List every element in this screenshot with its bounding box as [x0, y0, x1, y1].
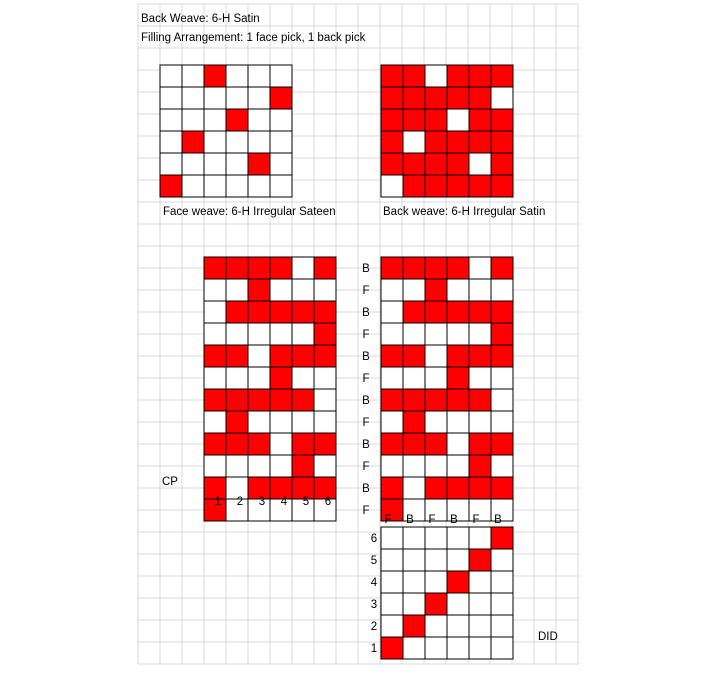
empty-cell [425, 65, 447, 87]
pick-label: B [362, 307, 370, 319]
filled-cell [425, 109, 447, 131]
filled-cell [491, 153, 513, 175]
filled-cell [226, 411, 248, 433]
empty-cell [226, 279, 248, 301]
filled-cell [447, 257, 469, 279]
empty-cell [204, 323, 226, 345]
empty-cell [204, 109, 226, 131]
empty-cell [469, 257, 491, 279]
filled-cell [425, 433, 447, 455]
did-row-number: 4 [370, 577, 378, 589]
filled-cell [425, 389, 447, 411]
empty-cell [248, 411, 270, 433]
empty-cell [381, 593, 403, 615]
empty-cell [381, 455, 403, 477]
filled-cell [491, 131, 513, 153]
empty-cell [270, 455, 292, 477]
filled-cell [314, 323, 336, 345]
empty-cell [182, 175, 204, 197]
empty-cell [447, 109, 469, 131]
filled-cell [314, 301, 336, 323]
empty-cell [314, 455, 336, 477]
filled-cell [270, 367, 292, 389]
empty-cell [447, 615, 469, 637]
empty-cell [425, 411, 447, 433]
empty-cell [248, 367, 270, 389]
filled-cell [248, 301, 270, 323]
filled-cell [381, 637, 403, 659]
filled-cell [447, 87, 469, 109]
filled-cell [403, 153, 425, 175]
empty-cell [226, 367, 248, 389]
filled-cell [491, 109, 513, 131]
did-grid [381, 527, 513, 659]
empty-cell [403, 527, 425, 549]
empty-cell [160, 153, 182, 175]
filled-cell [491, 477, 513, 499]
filled-cell [491, 257, 513, 279]
filled-cell [469, 455, 491, 477]
empty-cell [403, 279, 425, 301]
empty-cell [381, 411, 403, 433]
filled-cell [447, 345, 469, 367]
empty-cell [403, 367, 425, 389]
empty-cell [248, 345, 270, 367]
empty-cell [425, 527, 447, 549]
empty-cell [491, 367, 513, 389]
empty-cell [270, 153, 292, 175]
empty-cell [469, 153, 491, 175]
pick-label: F [362, 373, 370, 385]
empty-cell [248, 131, 270, 153]
did-row-number: 1 [370, 643, 378, 655]
filled-cell [381, 131, 403, 153]
empty-cell [469, 637, 491, 659]
empty-cell [226, 323, 248, 345]
empty-cell [182, 87, 204, 109]
empty-cell [469, 615, 491, 637]
empty-cell [469, 593, 491, 615]
empty-cell [270, 131, 292, 153]
filled-cell [425, 153, 447, 175]
empty-cell [403, 637, 425, 659]
empty-cell [491, 637, 513, 659]
did-row-number: 5 [370, 555, 378, 567]
filled-cell [226, 389, 248, 411]
empty-cell [491, 615, 513, 637]
filled-cell [381, 153, 403, 175]
filled-cell [160, 175, 182, 197]
filled-cell [292, 345, 314, 367]
filled-cell [403, 257, 425, 279]
filled-cell [403, 433, 425, 455]
filled-cell [447, 389, 469, 411]
filled-cell [226, 345, 248, 367]
filled-cell [270, 345, 292, 367]
filled-cell [292, 389, 314, 411]
empty-cell [491, 455, 513, 477]
column-number: 4 [280, 496, 288, 508]
filled-cell [425, 257, 447, 279]
column-number: 2 [236, 496, 244, 508]
filled-cell [204, 433, 226, 455]
filled-cell [248, 279, 270, 301]
empty-cell [403, 549, 425, 571]
empty-cell [425, 571, 447, 593]
empty-cell [381, 175, 403, 197]
filled-cell [314, 257, 336, 279]
filled-cell [248, 433, 270, 455]
empty-cell [292, 411, 314, 433]
filled-cell [381, 389, 403, 411]
empty-cell [226, 65, 248, 87]
pick-label: F [362, 329, 370, 341]
empty-cell [248, 87, 270, 109]
filled-cell [314, 345, 336, 367]
empty-cell [204, 411, 226, 433]
did-column-header: F [472, 514, 480, 526]
empty-cell [226, 455, 248, 477]
filled-cell [292, 301, 314, 323]
face-weave-caption: Face weave: 6-H Irregular Sateen [163, 206, 336, 218]
cp-face-grid [204, 257, 336, 521]
empty-cell [270, 109, 292, 131]
empty-cell [425, 367, 447, 389]
filled-cell [469, 433, 491, 455]
filled-cell [204, 65, 226, 87]
filled-cell [491, 527, 513, 549]
filled-cell [292, 433, 314, 455]
filled-cell [491, 65, 513, 87]
filled-cell [425, 131, 447, 153]
did-row-number: 3 [370, 599, 378, 611]
back-weave-caption: Back weave: 6-H Irregular Satin [383, 206, 546, 218]
column-number: 5 [302, 496, 310, 508]
empty-cell [226, 175, 248, 197]
filled-cell [226, 433, 248, 455]
empty-cell [447, 637, 469, 659]
empty-cell [381, 549, 403, 571]
empty-cell [381, 571, 403, 593]
filled-cell [425, 279, 447, 301]
empty-cell [469, 323, 491, 345]
empty-cell [447, 433, 469, 455]
empty-cell [381, 279, 403, 301]
empty-cell [182, 153, 204, 175]
empty-cell [469, 527, 491, 549]
empty-cell [314, 279, 336, 301]
filled-cell [403, 65, 425, 87]
empty-cell [491, 411, 513, 433]
empty-cell [270, 65, 292, 87]
empty-cell [469, 367, 491, 389]
filled-cell [469, 389, 491, 411]
empty-cell [447, 527, 469, 549]
empty-cell [248, 455, 270, 477]
empty-cell [425, 549, 447, 571]
empty-cell [204, 175, 226, 197]
filled-cell [248, 153, 270, 175]
empty-cell [425, 637, 447, 659]
pick-label: B [362, 263, 370, 275]
empty-cell [314, 367, 336, 389]
pick-label: B [362, 351, 370, 363]
empty-cell [160, 87, 182, 109]
filled-cell [381, 257, 403, 279]
filled-cell [182, 131, 204, 153]
empty-cell [292, 279, 314, 301]
filled-cell [469, 345, 491, 367]
empty-cell [491, 549, 513, 571]
empty-cell [292, 323, 314, 345]
empty-cell [204, 367, 226, 389]
filled-cell [226, 109, 248, 131]
pick-label: B [362, 483, 370, 495]
filled-cell [425, 593, 447, 615]
empty-cell [160, 109, 182, 131]
pick-label: F [362, 417, 370, 429]
empty-cell [248, 65, 270, 87]
filled-cell [447, 477, 469, 499]
cp-back-grid [381, 257, 513, 521]
empty-cell [270, 175, 292, 197]
empty-cell [469, 571, 491, 593]
empty-cell [182, 109, 204, 131]
filled-cell [447, 571, 469, 593]
did-label: DID [538, 631, 558, 643]
empty-cell [226, 87, 248, 109]
filled-cell [491, 433, 513, 455]
filled-cell [270, 301, 292, 323]
empty-cell [469, 279, 491, 301]
empty-cell [248, 109, 270, 131]
pick-label: B [362, 439, 370, 451]
empty-cell [160, 65, 182, 87]
filled-cell [381, 87, 403, 109]
filled-cell [204, 345, 226, 367]
did-column-header: B [494, 514, 502, 526]
empty-cell [182, 65, 204, 87]
empty-cell [204, 301, 226, 323]
empty-cell [226, 131, 248, 153]
empty-cell [403, 477, 425, 499]
back-weave-title: Back Weave: 6-H Satin [141, 13, 260, 25]
empty-cell [403, 323, 425, 345]
empty-cell [204, 455, 226, 477]
filled-cell [447, 367, 469, 389]
filled-cell [381, 477, 403, 499]
empty-cell [447, 455, 469, 477]
column-number: 6 [324, 496, 332, 508]
filled-cell [469, 549, 491, 571]
filled-cell [292, 455, 314, 477]
filled-cell [381, 433, 403, 455]
empty-cell [381, 301, 403, 323]
empty-cell [381, 615, 403, 637]
empty-cell [381, 367, 403, 389]
empty-cell [403, 571, 425, 593]
filled-cell [403, 411, 425, 433]
filled-cell [204, 257, 226, 279]
filled-cell [226, 257, 248, 279]
empty-cell [204, 87, 226, 109]
filled-cell [425, 477, 447, 499]
empty-cell [469, 411, 491, 433]
filled-cell [226, 301, 248, 323]
column-number: 1 [214, 496, 222, 508]
filled-cell [469, 109, 491, 131]
filled-cell [425, 301, 447, 323]
empty-cell [491, 389, 513, 411]
empty-cell [447, 279, 469, 301]
empty-cell [491, 87, 513, 109]
filled-cell [469, 131, 491, 153]
filled-cell [403, 389, 425, 411]
filled-cell [381, 109, 403, 131]
empty-cell [425, 345, 447, 367]
filled-cell [248, 257, 270, 279]
pick-label: F [362, 505, 370, 517]
filled-cell [403, 87, 425, 109]
empty-cell [491, 279, 513, 301]
pick-label: F [362, 285, 370, 297]
empty-cell [403, 455, 425, 477]
filled-cell [248, 389, 270, 411]
filled-cell [469, 87, 491, 109]
filled-cell [469, 65, 491, 87]
empty-cell [403, 131, 425, 153]
filled-cell [403, 615, 425, 637]
empty-cell [491, 571, 513, 593]
empty-cell [270, 411, 292, 433]
filled-cell [270, 87, 292, 109]
filled-cell [403, 301, 425, 323]
filled-cell [447, 65, 469, 87]
empty-cell [270, 433, 292, 455]
empty-cell [248, 323, 270, 345]
empty-cell [425, 323, 447, 345]
pick-label: B [362, 395, 370, 407]
empty-cell [270, 323, 292, 345]
empty-cell [226, 153, 248, 175]
empty-cell [425, 615, 447, 637]
filled-cell [447, 153, 469, 175]
empty-cell [447, 323, 469, 345]
empty-cell [447, 549, 469, 571]
did-column-header: B [406, 514, 414, 526]
filled-cell [204, 389, 226, 411]
empty-cell [425, 455, 447, 477]
cp-label: CP [162, 476, 178, 488]
filled-cell [469, 175, 491, 197]
filled-cell [491, 301, 513, 323]
filled-cell [491, 345, 513, 367]
filled-cell [381, 345, 403, 367]
filled-cell [425, 175, 447, 197]
filled-cell [270, 389, 292, 411]
filled-cell [270, 257, 292, 279]
empty-cell [314, 389, 336, 411]
empty-cell [447, 411, 469, 433]
filled-cell [447, 301, 469, 323]
pick-label: F [362, 461, 370, 473]
empty-cell [204, 279, 226, 301]
filled-cell [491, 175, 513, 197]
filled-cell [403, 175, 425, 197]
empty-cell [160, 131, 182, 153]
empty-cell [491, 593, 513, 615]
filled-cell [403, 109, 425, 131]
empty-cell [270, 279, 292, 301]
filled-cell [491, 323, 513, 345]
filled-cell [469, 301, 491, 323]
filled-cell [403, 345, 425, 367]
did-column-header: B [450, 514, 458, 526]
did-row-number: 6 [370, 533, 378, 545]
empty-cell [447, 593, 469, 615]
filled-cell [447, 131, 469, 153]
filled-cell [425, 87, 447, 109]
back-satin-weave-grid [381, 65, 513, 197]
filling-arrangement-label: Filling Arrangement: 1 face pick, 1 back pick [141, 32, 366, 44]
empty-cell [381, 527, 403, 549]
empty-cell [292, 257, 314, 279]
face-satin-weave-grid [160, 65, 292, 197]
filled-cell [447, 175, 469, 197]
column-number: 3 [258, 496, 266, 508]
did-row-number: 2 [370, 621, 378, 633]
empty-cell [204, 153, 226, 175]
empty-cell [381, 323, 403, 345]
empty-cell [292, 367, 314, 389]
filled-cell [469, 477, 491, 499]
did-column-header: F [384, 514, 392, 526]
empty-cell [314, 411, 336, 433]
empty-cell [248, 175, 270, 197]
filled-cell [314, 433, 336, 455]
filled-cell [381, 65, 403, 87]
did-column-header: F [428, 514, 436, 526]
empty-cell [204, 131, 226, 153]
empty-cell [403, 593, 425, 615]
